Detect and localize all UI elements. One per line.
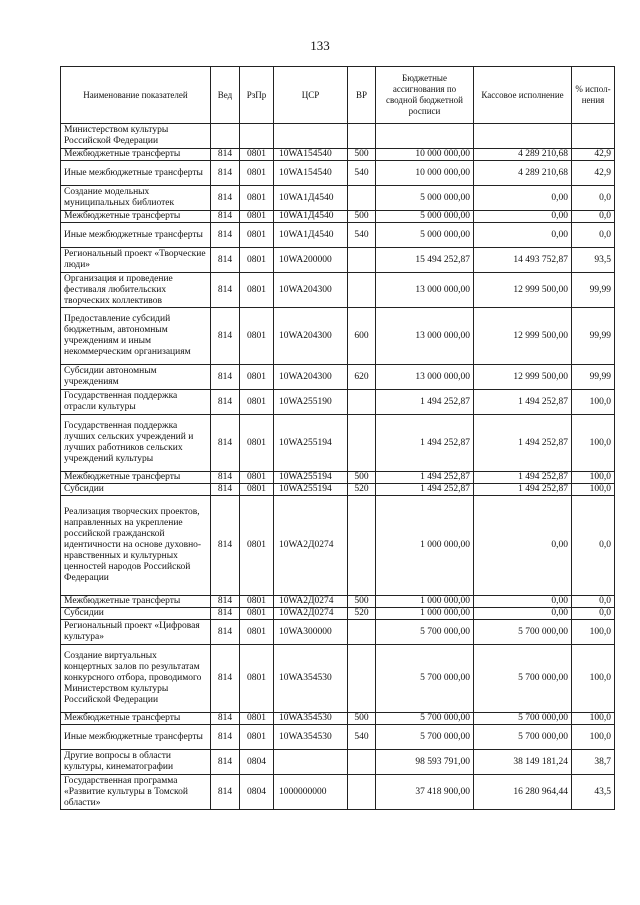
cell-percent: 0,0 (572, 608, 615, 620)
cell-name: Организация и проведение фестиваля любительских творческих коллективов (61, 273, 211, 308)
cell-ved: 814 (211, 186, 240, 211)
cell-percent: 100,0 (572, 725, 615, 750)
table-row (61, 186, 615, 211)
cell-csr: 1000000000 (274, 775, 348, 810)
cell-vr: 500 (348, 713, 376, 725)
table-row (61, 273, 615, 308)
table-row (61, 161, 615, 186)
cell-budget: 1 000 000,00 (376, 608, 474, 620)
cell-name: Создание модельных муниципальных библиотек (61, 186, 211, 211)
cell-name: Реализация творческих проектов, направленных на укрепление российской гражданской идентичности на основе духовно-нравственных и культурных ценностей народов Российской Федерации (61, 496, 211, 596)
table-row (61, 390, 615, 415)
cell-cash: 0,00 (474, 596, 572, 608)
table-row (61, 415, 615, 472)
cell-vr (348, 273, 376, 308)
table-row (61, 308, 615, 365)
cell-percent: 0,0 (572, 496, 615, 596)
cell-cash: 1 494 252,87 (474, 484, 572, 496)
cell-rzpr: 0801 (240, 496, 274, 596)
cell-rzpr: 0801 (240, 415, 274, 472)
cell-name: Государственная поддержка лучших сельских учреждений и лучших работников сельских учреждений культуры (61, 415, 211, 472)
cell-vr (348, 124, 376, 149)
cell-rzpr: 0801 (240, 725, 274, 750)
cell-budget: 10 000 000,00 (376, 161, 474, 186)
cell-csr: 10WA154540 (274, 149, 348, 161)
cell-vr: 600 (348, 308, 376, 365)
cell-budget: 5 700 000,00 (376, 645, 474, 713)
cell-ved: 814 (211, 484, 240, 496)
header-rzpr: РзПр (240, 67, 274, 124)
cell-percent: 0,0 (572, 211, 615, 223)
cell-name: Государственная поддержка отрасли культуры (61, 390, 211, 415)
cell-ved: 814 (211, 496, 240, 596)
table-row (61, 149, 615, 161)
cell-budget: 1 494 252,87 (376, 472, 474, 484)
table-row (61, 596, 615, 608)
cell-name: Межбюджетные трансферты (61, 472, 211, 484)
table-row (61, 775, 615, 810)
cell-budget: 5 000 000,00 (376, 223, 474, 248)
cell-name: Иные межбюджетные трансферты (61, 223, 211, 248)
cell-budget: 5 000 000,00 (376, 211, 474, 223)
table-row (61, 124, 615, 149)
cell-ved: 814 (211, 273, 240, 308)
cell-percent: 0,0 (572, 596, 615, 608)
cell-csr: 10WA2Д0274 (274, 608, 348, 620)
table-row (61, 750, 615, 775)
cell-vr (348, 750, 376, 775)
cell-cash: 16 280 964,44 (474, 775, 572, 810)
header-percent: % испол-нения (572, 67, 615, 124)
cell-csr: 10WA2Д0274 (274, 496, 348, 596)
cell-budget: 13 000 000,00 (376, 273, 474, 308)
cell-name: Региональный проект «Творческие люди» (61, 248, 211, 273)
cell-csr (274, 124, 348, 149)
cell-name: Межбюджетные трансферты (61, 211, 211, 223)
cell-rzpr: 0801 (240, 390, 274, 415)
cell-name: Иные межбюджетные трансферты (61, 161, 211, 186)
cell-name: Иные межбюджетные трансферты (61, 725, 211, 750)
cell-budget: 1 000 000,00 (376, 596, 474, 608)
cell-rzpr: 0801 (240, 248, 274, 273)
cell-rzpr: 0801 (240, 596, 274, 608)
cell-rzpr: 0801 (240, 223, 274, 248)
cell-name: Государственная программа «Развитие культуры в Томской области» (61, 775, 211, 810)
header-csr: ЦСР (274, 67, 348, 124)
table-row (61, 725, 615, 750)
cell-cash: 0,00 (474, 223, 572, 248)
cell-vr (348, 775, 376, 810)
cell-ved: 814 (211, 472, 240, 484)
table-body (61, 124, 615, 810)
cell-cash: 1 494 252,87 (474, 390, 572, 415)
cell-rzpr: 0804 (240, 750, 274, 775)
cell-percent: 100,0 (572, 472, 615, 484)
cell-name: Межбюджетные трансферты (61, 713, 211, 725)
cell-cash: 1 494 252,87 (474, 472, 572, 484)
cell-ved: 814 (211, 645, 240, 713)
table-row (61, 608, 615, 620)
cell-rzpr: 0801 (240, 472, 274, 484)
cell-percent: 100,0 (572, 390, 615, 415)
table-row (61, 472, 615, 484)
header-budget: Бюджетные ассигнования по сводной бюджетной росписи (376, 67, 474, 124)
cell-budget: 5 000 000,00 (376, 186, 474, 211)
cell-percent: 99,99 (572, 273, 615, 308)
cell-csr: 10WA204300 (274, 308, 348, 365)
cell-percent: 93,5 (572, 248, 615, 273)
cell-cash: 5 700 000,00 (474, 620, 572, 645)
cell-vr (348, 496, 376, 596)
cell-csr: 10WA2Д0274 (274, 596, 348, 608)
cell-rzpr: 0801 (240, 211, 274, 223)
cell-rzpr: 0801 (240, 273, 274, 308)
cell-rzpr: 0804 (240, 775, 274, 810)
cell-cash: 0,00 (474, 211, 572, 223)
cell-budget: 5 700 000,00 (376, 713, 474, 725)
cell-budget: 5 700 000,00 (376, 725, 474, 750)
cell-percent: 99,99 (572, 308, 615, 365)
cell-cash: 0,00 (474, 608, 572, 620)
cell-rzpr: 0801 (240, 713, 274, 725)
cell-vr: 540 (348, 223, 376, 248)
cell-percent: 0,0 (572, 223, 615, 248)
cell-percent: 42,9 (572, 161, 615, 186)
cell-csr: 10WA354530 (274, 725, 348, 750)
cell-percent: 0,0 (572, 186, 615, 211)
cell-ved: 814 (211, 308, 240, 365)
cell-name: Министерством культуры Российской Федерации (61, 124, 211, 149)
cell-ved: 814 (211, 248, 240, 273)
cell-name: Субсидии (61, 608, 211, 620)
cell-name: Региональный проект «Цифровая культура» (61, 620, 211, 645)
cell-vr (348, 620, 376, 645)
cell-ved: 814 (211, 750, 240, 775)
cell-vr: 500 (348, 211, 376, 223)
cell-csr: 10WA300000 (274, 620, 348, 645)
cell-csr: 10WA255194 (274, 415, 348, 472)
cell-name: Межбюджетные трансферты (61, 596, 211, 608)
table-row (61, 211, 615, 223)
cell-rzpr: 0801 (240, 161, 274, 186)
cell-vr (348, 248, 376, 273)
cell-cash: 0,00 (474, 496, 572, 596)
cell-cash: 4 289 210,68 (474, 149, 572, 161)
cell-vr: 540 (348, 161, 376, 186)
cell-percent: 100,0 (572, 484, 615, 496)
cell-cash: 5 700 000,00 (474, 713, 572, 725)
header-cash: Кассовое исполнение (474, 67, 572, 124)
cell-rzpr: 0801 (240, 620, 274, 645)
table-row (61, 620, 615, 645)
cell-vr (348, 186, 376, 211)
cell-csr: 10WA255190 (274, 390, 348, 415)
cell-vr: 500 (348, 149, 376, 161)
table-row (61, 645, 615, 713)
table-row (61, 713, 615, 725)
cell-csr: 10WA1Д4540 (274, 223, 348, 248)
cell-rzpr: 0801 (240, 645, 274, 713)
cell-csr: 10WA1Д4540 (274, 211, 348, 223)
budget-execution-table (60, 66, 615, 810)
cell-budget: 1 494 252,87 (376, 390, 474, 415)
cell-cash: 38 149 181,24 (474, 750, 572, 775)
cell-percent: 99,99 (572, 365, 615, 390)
table-row (61, 484, 615, 496)
cell-vr: 620 (348, 365, 376, 390)
cell-ved: 814 (211, 713, 240, 725)
cell-ved: 814 (211, 161, 240, 186)
cell-cash: 5 700 000,00 (474, 645, 572, 713)
cell-csr: 10WA255194 (274, 472, 348, 484)
cell-vr: 540 (348, 725, 376, 750)
header-vr: ВР (348, 67, 376, 124)
cell-budget: 1 494 252,87 (376, 415, 474, 472)
table-row (61, 496, 615, 596)
cell-budget: 5 700 000,00 (376, 620, 474, 645)
cell-ved: 814 (211, 620, 240, 645)
cell-ved: 814 (211, 223, 240, 248)
table-header-row (61, 67, 615, 124)
cell-rzpr (240, 124, 274, 149)
cell-cash: 12 999 500,00 (474, 365, 572, 390)
cell-vr (348, 645, 376, 713)
cell-percent: 100,0 (572, 713, 615, 725)
cell-budget: 1 000 000,00 (376, 496, 474, 596)
cell-ved: 814 (211, 725, 240, 750)
cell-budget: 15 494 252,87 (376, 248, 474, 273)
cell-percent: 100,0 (572, 645, 615, 713)
cell-budget (376, 124, 474, 149)
page-number: 133 (310, 38, 330, 53)
cell-cash: 0,00 (474, 186, 572, 211)
cell-budget: 10 000 000,00 (376, 149, 474, 161)
cell-ved (211, 124, 240, 149)
cell-budget: 13 000 000,00 (376, 365, 474, 390)
cell-csr (274, 750, 348, 775)
header-name: Наименование показателей (61, 67, 211, 124)
cell-csr: 10WA354530 (274, 713, 348, 725)
cell-percent: 43,5 (572, 775, 615, 810)
cell-rzpr: 0801 (240, 608, 274, 620)
cell-name: Создание виртуальных концертных залов по результатам конкурсного отбора, проводимого Министерством культуры Российской Федерации (61, 645, 211, 713)
cell-cash: 4 289 210,68 (474, 161, 572, 186)
cell-name: Межбюджетные трансферты (61, 149, 211, 161)
cell-ved: 814 (211, 415, 240, 472)
cell-csr: 10WA255194 (274, 484, 348, 496)
cell-csr: 10WA204300 (274, 365, 348, 390)
cell-vr: 500 (348, 596, 376, 608)
header-ved: Вед (211, 67, 240, 124)
cell-ved: 814 (211, 596, 240, 608)
cell-name: Другие вопросы в области культуры, кинематографии (61, 750, 211, 775)
cell-vr: 500 (348, 472, 376, 484)
cell-cash: 12 999 500,00 (474, 308, 572, 365)
cell-ved: 814 (211, 608, 240, 620)
cell-percent: 42,9 (572, 149, 615, 161)
table-row (61, 248, 615, 273)
cell-cash: 1 494 252,87 (474, 415, 572, 472)
cell-budget: 37 418 900,00 (376, 775, 474, 810)
cell-vr (348, 390, 376, 415)
cell-percent: 100,0 (572, 620, 615, 645)
cell-rzpr: 0801 (240, 149, 274, 161)
cell-vr (348, 415, 376, 472)
cell-cash: 12 999 500,00 (474, 273, 572, 308)
cell-percent: 100,0 (572, 415, 615, 472)
cell-name: Предоставление субсидий бюджетным, автономным учреждениям и иным некоммерческим организациям (61, 308, 211, 365)
cell-budget: 98 593 791,00 (376, 750, 474, 775)
cell-cash: 5 700 000,00 (474, 725, 572, 750)
cell-rzpr: 0801 (240, 365, 274, 390)
cell-budget: 13 000 000,00 (376, 308, 474, 365)
cell-name: Субсидии автономным учреждениям (61, 365, 211, 390)
cell-ved: 814 (211, 390, 240, 415)
cell-vr: 520 (348, 484, 376, 496)
cell-csr: 10WA154540 (274, 161, 348, 186)
cell-cash: 14 493 752,87 (474, 248, 572, 273)
cell-cash (474, 124, 572, 149)
cell-percent (572, 124, 615, 149)
cell-ved: 814 (211, 365, 240, 390)
cell-rzpr: 0801 (240, 186, 274, 211)
cell-csr: 10WA354530 (274, 645, 348, 713)
cell-ved: 814 (211, 211, 240, 223)
cell-ved: 814 (211, 149, 240, 161)
cell-csr: 10WA1Д4540 (274, 186, 348, 211)
cell-csr: 10WA200000 (274, 248, 348, 273)
table-row (61, 223, 615, 248)
cell-percent: 38,7 (572, 750, 615, 775)
cell-budget: 1 494 252,87 (376, 484, 474, 496)
cell-csr: 10WA204300 (274, 273, 348, 308)
cell-vr: 520 (348, 608, 376, 620)
cell-rzpr: 0801 (240, 484, 274, 496)
cell-name: Субсидии (61, 484, 211, 496)
cell-rzpr: 0801 (240, 308, 274, 365)
table-row (61, 365, 615, 390)
cell-ved: 814 (211, 775, 240, 810)
